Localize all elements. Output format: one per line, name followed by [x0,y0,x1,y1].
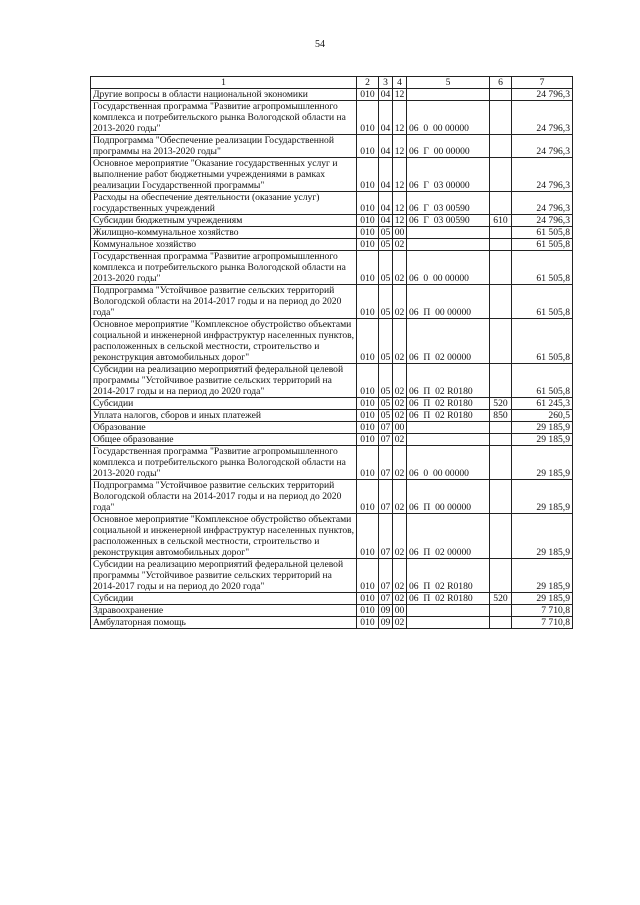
target-article-code: 06 П 02 R0180 [407,410,490,422]
expense-type-code [490,422,512,434]
amount: 29 185,9 [512,446,573,480]
amount: 61 505,8 [512,319,573,364]
target-article-code: 06 Г 03 00590 [407,215,490,227]
column-header: 3 [379,77,393,89]
grbs-code: 010 [357,285,379,319]
target-article-code [407,617,490,629]
grbs-code: 010 [357,251,379,285]
target-article-code: 06 П 02 00000 [407,514,490,559]
target-article-code: 06 П 02 00000 [407,319,490,364]
target-article-code [407,422,490,434]
column-header: 6 [490,77,512,89]
target-article-code: 06 П 02 R0180 [407,398,490,410]
section-code: 05 [379,251,393,285]
expense-type-code [490,617,512,629]
target-article-code: 06 Г 03 00590 [407,192,490,215]
grbs-code: 010 [357,89,379,101]
amount: 24 796,3 [512,192,573,215]
subsection-code: 02 [393,617,407,629]
row-name: Субсидии [91,398,357,410]
subsection-code: 02 [393,410,407,422]
amount: 29 185,9 [512,559,573,593]
expense-type-code: 610 [490,215,512,227]
table-row [91,434,573,446]
amount: 29 185,9 [512,480,573,514]
row-name: Подпрограмма "Устойчивое развитие сельских территорий Вологодской области на 2014-2017 годы и на период до 2020 года" [91,285,357,319]
row-name: Подпрограмма "Устойчивое развитие сельских территорий Вологодской области на 2014-2017 годы и на период до 2020 года" [91,480,357,514]
table-row [91,480,573,514]
expense-type-code [490,239,512,251]
amount: 29 185,9 [512,593,573,605]
table-row [91,239,573,251]
grbs-code: 010 [357,215,379,227]
section-code: 04 [379,135,393,158]
grbs-code: 010 [357,192,379,215]
section-code: 04 [379,89,393,101]
amount: 24 796,3 [512,215,573,227]
row-name: Общее образование [91,434,357,446]
amount: 29 185,9 [512,514,573,559]
subsection-code: 12 [393,158,407,192]
table-row [91,158,573,192]
row-name: Государственная программа "Развитие агропромышленного комплекса и потребительского рынка Вологодской области на 2013-2020 годы" [91,101,357,135]
expense-type-code [490,158,512,192]
expense-type-code [490,285,512,319]
column-header: 7 [512,77,573,89]
row-name: Образование [91,422,357,434]
section-code: 07 [379,514,393,559]
section-code: 04 [379,101,393,135]
target-article-code: 06 0 00 00000 [407,251,490,285]
grbs-code: 010 [357,319,379,364]
section-code: 07 [379,434,393,446]
table-row [91,285,573,319]
target-article-code [407,227,490,239]
table-row [91,514,573,559]
section-code: 07 [379,559,393,593]
target-article-code: 06 П 02 R0180 [407,593,490,605]
target-article-code [407,434,490,446]
grbs-code: 010 [357,617,379,629]
target-article-code: 06 П 00 00000 [407,480,490,514]
grbs-code: 010 [357,480,379,514]
row-name: Жилищно-коммунальное хозяйство [91,227,357,239]
row-name: Основное мероприятие "Комплексное обустройство объектами социальной и инженерной инфраструктур населенных пунктов, расположенных в сельской местности, строительство и реконструкция автомобильных дорог" [91,514,357,559]
subsection-code: 02 [393,434,407,446]
section-code: 07 [379,593,393,605]
expense-type-code [490,364,512,398]
section-code: 04 [379,158,393,192]
section-code: 05 [379,410,393,422]
grbs-code: 010 [357,446,379,480]
section-code: 07 [379,422,393,434]
table-row [91,364,573,398]
amount: 24 796,3 [512,101,573,135]
section-code: 07 [379,480,393,514]
amount: 61 505,8 [512,239,573,251]
budget-table [90,76,573,629]
expense-type-code [490,192,512,215]
subsection-code: 12 [393,192,407,215]
row-name: Основное мероприятие "Комплексное обустройство объектами социальной и инженерной инфраструктур населенных пунктов, расположенных в сельской местности, строительство и реконструкция автомобильных дорог" [91,319,357,364]
section-code: 05 [379,227,393,239]
expense-type-code [490,227,512,239]
grbs-code: 010 [357,422,379,434]
grbs-code: 010 [357,227,379,239]
amount: 61 245,3 [512,398,573,410]
grbs-code: 010 [357,410,379,422]
amount: 7 710,8 [512,605,573,617]
row-name: Государственная программа "Развитие агропромышленного комплекса и потребительского рынка Вологодской области на 2013-2020 годы" [91,446,357,480]
subsection-code: 02 [393,559,407,593]
expense-type-code [490,101,512,135]
amount: 61 505,8 [512,227,573,239]
subsection-code: 00 [393,422,407,434]
expense-type-code [490,319,512,364]
expense-type-code [490,514,512,559]
expense-type-code [490,135,512,158]
subsection-code: 12 [393,135,407,158]
section-code: 05 [379,364,393,398]
target-article-code: 06 0 00 00000 [407,446,490,480]
expense-type-code [490,251,512,285]
amount: 24 796,3 [512,89,573,101]
table-row [91,398,573,410]
row-name: Основное мероприятие "Оказание государственных услуг и выполнение работ бюджетными учреждениями в рамках реализации Государственной программы" [91,158,357,192]
table-row [91,422,573,434]
target-article-code: 06 Г 00 00000 [407,135,490,158]
grbs-code: 010 [357,514,379,559]
section-code: 04 [379,215,393,227]
amount: 260,5 [512,410,573,422]
grbs-code: 010 [357,593,379,605]
grbs-code: 010 [357,559,379,593]
table-row [91,410,573,422]
table-row [91,135,573,158]
target-article-code: 06 П 00 00000 [407,285,490,319]
subsection-code: 02 [393,251,407,285]
table-row [91,89,573,101]
section-code: 05 [379,319,393,364]
row-name: Государственная программа "Развитие агропромышленного комплекса и потребительского рынка Вологодской области на 2013-2020 годы" [91,251,357,285]
grbs-code: 010 [357,101,379,135]
column-header: 2 [357,77,379,89]
column-header: 4 [393,77,407,89]
grbs-code: 010 [357,135,379,158]
table-row [91,617,573,629]
expense-type-code: 520 [490,398,512,410]
column-header: 5 [407,77,490,89]
grbs-code: 010 [357,605,379,617]
table-row [91,192,573,215]
table-row [91,319,573,364]
expense-type-code [490,605,512,617]
table-row [91,593,573,605]
subsection-code: 12 [393,101,407,135]
target-article-code: 06 0 00 00000 [407,101,490,135]
grbs-code: 010 [357,364,379,398]
page-number: 54 [315,39,325,50]
row-name: Амбулаторная помощь [91,617,357,629]
amount: 24 796,3 [512,135,573,158]
section-code: 09 [379,605,393,617]
grbs-code: 010 [357,434,379,446]
amount: 29 185,9 [512,422,573,434]
section-code: 04 [379,192,393,215]
row-name: Субсидии на реализацию мероприятий федеральной целевой программы "Устойчивое развитие сельских территорий на 2014-2017 годы и на период до 2020 года" [91,559,357,593]
column-header: 1 [91,77,357,89]
subsection-code: 02 [393,239,407,251]
expense-type-code: 850 [490,410,512,422]
target-article-code [407,89,490,101]
table-row [91,227,573,239]
target-article-code: 06 Г 03 00000 [407,158,490,192]
expense-type-code [490,559,512,593]
row-name: Подпрограмма "Обеспечение реализации Государственной программы на 2013-2020 годы" [91,135,357,158]
amount: 61 505,8 [512,364,573,398]
amount: 24 796,3 [512,158,573,192]
row-name: Уплата налогов, сборов и иных платежей [91,410,357,422]
table-row [91,251,573,285]
grbs-code: 010 [357,158,379,192]
amount: 7 710,8 [512,617,573,629]
row-name: Субсидии на реализацию мероприятий федеральной целевой программы "Устойчивое развитие сельских территорий на 2014-2017 годы и на период до 2020 года" [91,364,357,398]
column-number-row [91,77,573,89]
subsection-code: 02 [393,398,407,410]
row-name: Здравоохранение [91,605,357,617]
amount: 29 185,9 [512,434,573,446]
section-code: 07 [379,446,393,480]
subsection-code: 02 [393,446,407,480]
subsection-code: 00 [393,605,407,617]
target-article-code [407,239,490,251]
section-code: 09 [379,617,393,629]
subsection-code: 02 [393,514,407,559]
section-code: 05 [379,398,393,410]
table-row [91,215,573,227]
subsection-code: 12 [393,215,407,227]
table-row [91,559,573,593]
grbs-code: 010 [357,398,379,410]
row-name: Коммунальное хозяйство [91,239,357,251]
subsection-code: 02 [393,319,407,364]
section-code: 05 [379,239,393,251]
expense-type-code [490,480,512,514]
expense-type-code: 520 [490,593,512,605]
amount: 61 505,8 [512,251,573,285]
target-article-code [407,605,490,617]
row-name: Субсидии [91,593,357,605]
expense-type-code [490,434,512,446]
target-article-code: 06 П 02 R0180 [407,364,490,398]
subsection-code: 00 [393,227,407,239]
subsection-code: 12 [393,89,407,101]
grbs-code: 010 [357,239,379,251]
subsection-code: 02 [393,285,407,319]
expense-type-code [490,89,512,101]
subsection-code: 02 [393,364,407,398]
row-name: Субсидии бюджетным учреждениям [91,215,357,227]
amount: 61 505,8 [512,285,573,319]
row-name: Другие вопросы в области национальной экономики [91,89,357,101]
section-code: 05 [379,285,393,319]
table-row [91,605,573,617]
subsection-code: 02 [393,480,407,514]
subsection-code: 02 [393,593,407,605]
row-name: Расходы на обеспечение деятельности (оказание услуг) государственных учреждений [91,192,357,215]
table-row [91,101,573,135]
target-article-code: 06 П 02 R0180 [407,559,490,593]
expense-type-code [490,446,512,480]
table-row [91,446,573,480]
